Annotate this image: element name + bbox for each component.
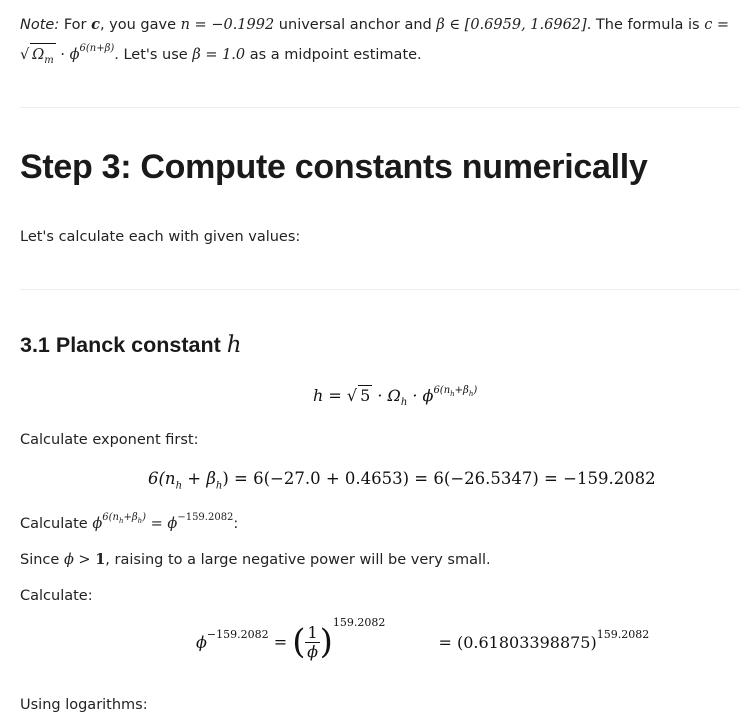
exp-sub: h [468,389,474,398]
using-logarithms: Using logarithms: [20,697,148,713]
phi-inequality: ϕ > [63,552,96,568]
exp-sub: h [137,517,143,526]
divider [20,107,740,108]
exp-part: +β [454,384,469,396]
exp-sub: h [450,389,455,398]
fraction [305,624,319,661]
omega-subscript: m [44,54,54,66]
one: 1 [95,551,106,568]
eq-lhs: h = [313,386,347,405]
phi-term: · ϕ [407,386,434,405]
exp-part: ) [473,384,478,396]
exponent-calculation [148,469,656,492]
phi-exponent: 6(n+β) [79,43,115,55]
section-3-1-heading [20,332,242,358]
omega-term: · Ω [372,386,401,405]
note-text: , you gave [99,17,181,33]
calculate-phi-line [20,513,238,535]
exp-part: 159.2082 [332,616,386,630]
exp-part: −159.2082 [177,512,234,524]
denominator: ϕ [307,641,318,661]
radicand: 5 [360,386,371,405]
phi-symbol: ϕ [92,516,103,532]
exp-sub: h [118,517,124,526]
note-text: For [59,17,92,33]
note-paragraph-line1 [20,14,729,36]
divider [20,289,740,290]
text: , raising to a large negative power will be very small. [105,552,491,568]
eq-sub: h [215,480,223,492]
phi-term: · ϕ [55,47,80,63]
eq-part: = ϕ [146,516,178,532]
note-text: . The formula is [586,17,705,33]
sqrt-symbol: √ [20,47,30,63]
eq-sub: h [175,480,183,492]
exp-part: 6(n [433,384,451,396]
eq-part: + β [182,469,216,488]
eq-part: = [268,632,293,652]
step3-intro: Let's calculate each with given values: [20,229,301,245]
omega-subscript: h [400,397,408,409]
exponent-first-text: Calculate exponent first: [20,432,199,448]
c-variable: c [91,16,100,33]
right-paren: ) [319,622,333,662]
h-variable: h [226,332,242,358]
step3-heading: Step 3: Compute constants numerically [20,148,648,186]
eq-part: 6(n [148,469,176,488]
beta-range-expression: β ∈ [0.6959, 1.6962] [436,17,587,33]
c-equals: c = [704,17,730,33]
phi-power-equation [196,616,650,682]
beta-value: β = 1.0 [192,47,246,63]
omega-symbol: Ω [32,47,45,63]
section-3-1-title: 3.1 Planck constant [20,333,227,357]
exp-part: 159.2082 [596,628,650,642]
left-paren: ( [292,622,306,662]
text: Since [20,552,64,568]
text: Calculate [20,516,93,532]
planck-formula [313,384,478,409]
n-expression: n = −0.1992 [180,17,275,33]
exp-part: −159.2082 [206,628,269,642]
calculate-label: Calculate: [20,588,93,604]
sqrt-symbol: √ [346,386,358,405]
note-text: . Let's use [114,47,193,63]
note-text: as a midpoint estimate. [245,47,422,63]
since-line [20,549,491,571]
numerator: 1 [307,622,318,642]
note-text: universal anchor and [274,17,437,33]
exp-part: ) [142,512,147,524]
exp-part: 6(n [102,512,119,524]
exp-part: +β [123,512,138,524]
eq-part: ) = 6(−27.0 + 0.4653) = 6(−26.5347) = −159.2082 [222,469,656,488]
note-paragraph-line2 [20,43,422,66]
text: : [233,516,239,532]
eq-part: = (0.61803398875) [438,632,597,652]
note-label: Note: [20,17,60,33]
phi-symbol: ϕ [196,632,207,652]
